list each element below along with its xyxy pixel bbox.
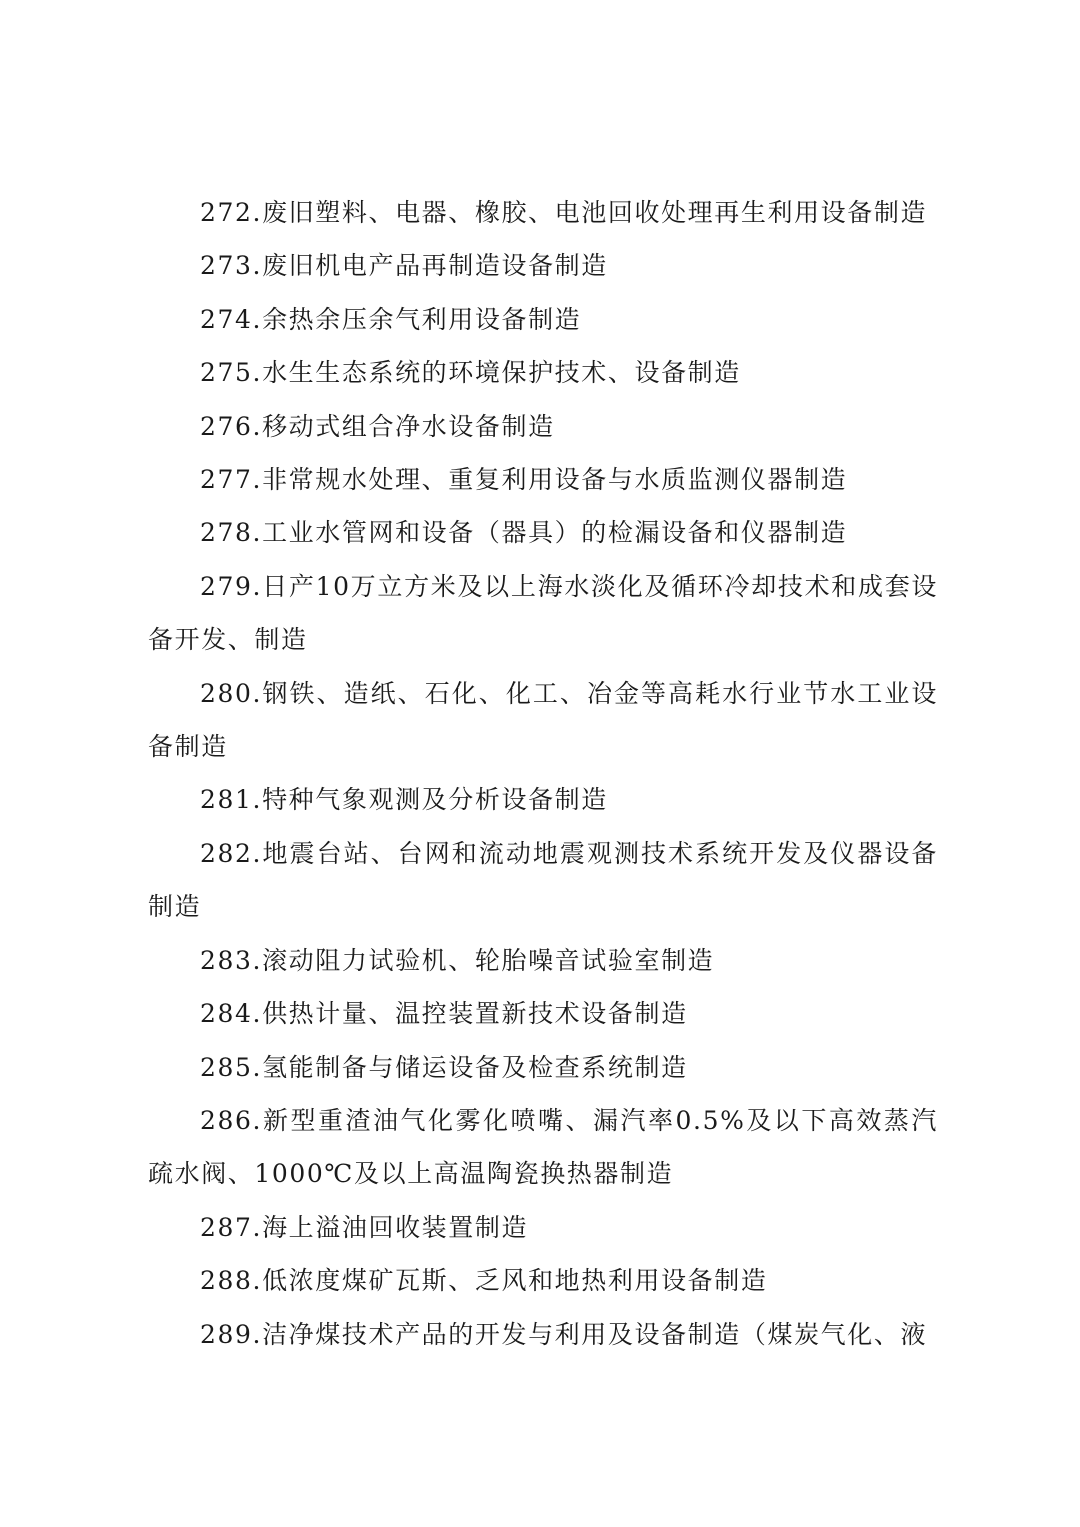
list-item-272: 272.废旧塑料、电器、橡胶、电池回收处理再生利用设备制造 (200, 198, 928, 227)
document-body (148, 186, 938, 1361)
list-item-274: 274.余热余压余气利用设备制造 (200, 304, 582, 334)
list-item-284: 284.供热计量、温控装置新技术设备制造 (200, 999, 688, 1029)
list-item-283: 283.滚动阻力试验机、轮胎噪音试验室制造 (200, 945, 715, 975)
list-item-273: 273.废旧机电产品再制造设备制造 (200, 251, 608, 281)
list-item-278: 278.工业水管网和设备（器具）的检漏设备和仪器制造 (200, 518, 848, 548)
list-item-285: 285.氢能制备与储运设备及检查系统制造 (200, 1052, 688, 1082)
list-item-281: 281.特种气象观测及分析设备制造 (200, 785, 608, 815)
list-item-282: 282.地震台站、台网和流动地震观测技术系统开发及仪器设备制造 (148, 838, 938, 922)
list-item-277: 277.非常规水处理、重复利用设备与水质监测仪器制造 (200, 465, 848, 495)
list-item-287: 287.海上溢油回收装置制造 (200, 1212, 529, 1242)
list-item-276: 276.移动式组合净水设备制造 (200, 411, 555, 441)
list-item-275: 275.水生生态系统的环境保护技术、设备制造 (200, 358, 741, 388)
list-item-279: 279.日产10万立方米及以上海水淡化及循环冷却技术和成套设备开发、制造 (148, 571, 938, 655)
list-item-280: 280.钢铁、造纸、石化、化工、冶金等高耗水行业节水工业设备制造 (148, 678, 938, 762)
list-item-289: 289.洁净煤技术产品的开发与利用及设备制造（煤炭气化、液 (200, 1319, 928, 1349)
list-item-288: 288.低浓度煤矿瓦斯、乏风和地热利用设备制造 (200, 1266, 768, 1296)
list-item-286: 286.新型重渣油气化雾化喷嘴、漏汽率0.5%及以下高效蒸汽疏水阀、1000℃及以上高温陶瓷换热器制造 (148, 1105, 938, 1189)
